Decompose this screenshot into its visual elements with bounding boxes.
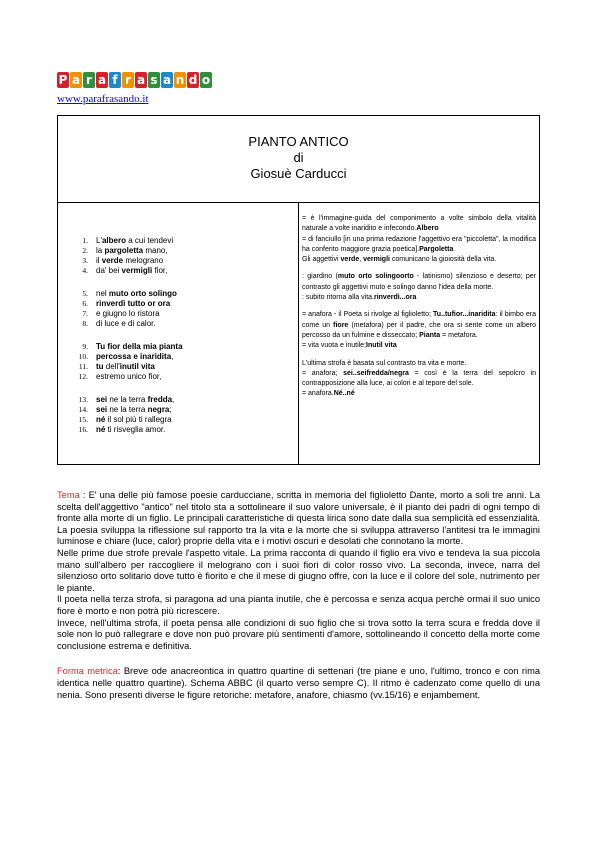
note-term: fredda/negra (366, 369, 409, 377)
note-text: : giardino ( (302, 273, 338, 281)
line-fragment: dell' (103, 362, 120, 371)
line-text (96, 266, 167, 276)
title-di: di (293, 150, 304, 165)
line-number: 5. (82, 289, 88, 298)
poem-line (58, 415, 298, 425)
line-number: 16. (78, 425, 88, 434)
note-term: verde (340, 256, 360, 264)
note-term: Né..né (333, 390, 355, 398)
poem-line (58, 352, 298, 362)
note-term: Inutil vita (366, 342, 397, 350)
poem-line (58, 266, 298, 276)
line-keyword: rinverdì tutto or ora (96, 299, 171, 308)
line-text (96, 342, 183, 352)
note-term: Pargoletta (419, 245, 454, 253)
tema-label: Tema (57, 490, 80, 500)
line-text (96, 352, 173, 362)
line-number: 11. (78, 362, 88, 371)
line-keyword: sei (96, 405, 108, 414)
note-term: fiore (333, 321, 349, 329)
poem-line (58, 289, 298, 299)
note-text: = anafora. (302, 390, 334, 398)
line-number: 8. (82, 319, 88, 328)
line-number: 9. (82, 342, 88, 351)
line-keyword: albero (101, 236, 126, 245)
note-text: (metafora) per il padre, che ora si sente come un albero percosso da un fulmine e disseccato; (302, 321, 536, 339)
logo-letter: n (175, 73, 185, 87)
line-text (96, 289, 177, 299)
poem-line (58, 405, 298, 415)
note-group (302, 310, 536, 351)
line-number: 10. (78, 352, 88, 361)
poem-frame (57, 115, 540, 465)
line-fragment: mano, (143, 246, 168, 255)
logo-letter: r (122, 72, 134, 88)
line-text (96, 395, 174, 405)
logo-letter: o (201, 73, 211, 87)
logo-letter: d (188, 73, 198, 87)
commentary (57, 490, 540, 715)
line-fragment: di luce e di calor. (96, 319, 156, 328)
poem-line (58, 319, 298, 329)
line-text (96, 415, 172, 425)
note-term: sei..sei (343, 369, 367, 377)
line-fragment: il (96, 256, 102, 265)
poem-line (58, 299, 298, 309)
title-name: PIANTO ANTICO (248, 134, 349, 149)
tema-text-1: : E' una delle più famose poesie carducciane, scritta in memoria del figlioletto Dante, morto a soli tre anni. La scelta dell'aggettivo "antico" nel titolo sta a sottolineare il suo valore universale, è il pianto dei padri di ogni tempo di fronte alla morte di un figlio. Le principali caratteristiche di questa lirica sono date dalla sua semplicità ed essenzialità. La poesia sviluppa la riflessione sul rapporto tra la vita e la morte che si sviluppa attraverso l'antitesi tra le immagini luminose e chiare (luce, calor) proprie della vita e i motivi oscuri e desolati che connotano la morte. (57, 490, 540, 547)
line-fragment: estremo unico fior, (96, 372, 162, 381)
line-keyword: tu (96, 362, 104, 371)
note-term: orto (400, 273, 414, 281)
poem-stanza (58, 395, 298, 435)
line-fragment: ne la terra (107, 405, 148, 414)
line-number: 1. (82, 236, 88, 245)
poem-stanza (58, 236, 298, 276)
note-term: rinverdì...ora (373, 294, 417, 302)
tema-text-4: Invece, nell'ultima strofa, il poeta pensa alle condizioni di suo figlio che si trova sotto la terra scura e fredda dove il sole non lo può rallegrare e dove non può provare più sentimenti d'amore, sottolineando il concetto della morte come conclusione estrema e definitiva. (57, 617, 540, 651)
logo-letter: a (162, 73, 172, 87)
line-number: 13. (78, 395, 88, 404)
site-url-link[interactable]: www.parafrasando.it (57, 93, 149, 105)
logo-letter: a (97, 73, 107, 87)
poem-stanza (58, 342, 298, 382)
logo-letter: r (83, 72, 95, 88)
poem-line (58, 342, 298, 352)
note-term: vermigli (363, 256, 390, 264)
note-text: = anafora; (302, 369, 344, 377)
note-term: Tu..tu (433, 311, 452, 319)
poem-line (58, 372, 298, 382)
poem-line (58, 246, 298, 256)
poem-line (58, 256, 298, 266)
line-keyword: percossa e inaridita (96, 352, 172, 361)
note-term: fior...inaridita (451, 311, 496, 319)
logo-letter: a (71, 73, 81, 87)
line-fragment: a cui tendevi (126, 236, 174, 245)
note-text: : subito ritorna alla vita. (302, 294, 374, 302)
line-fragment: ti risveglia amor. (105, 425, 166, 434)
line-keyword: fredda (147, 395, 173, 404)
logo-letter: s (148, 72, 160, 88)
line-fragment: da' bei (96, 266, 122, 275)
poem-line (58, 236, 298, 246)
poem-line (58, 425, 298, 435)
line-fragment: L' (96, 236, 102, 245)
tema-text-3: Il poeta nella terza strofa, si paragona ad una pianta inutile, che è percossa e senza acqua perchè ormai il suo unico fiore è morto e non potrà più ricrescere. (57, 594, 540, 616)
poem-line (58, 395, 298, 405)
poem-text (58, 236, 298, 448)
note-term: Albero (416, 225, 439, 233)
line-keyword: Tu fior della mia pianta (96, 342, 183, 351)
note-text: , (359, 256, 364, 264)
line-number: 4. (82, 266, 88, 275)
line-keyword: inutil vita (119, 362, 155, 371)
line-number: 2. (82, 246, 88, 255)
logo-letter: f (109, 72, 121, 88)
poem-title (58, 134, 539, 182)
tema-paragraph (57, 490, 540, 652)
forma-text: : Breve ode anacreontica in quattro quartine di settenari (tre piane e uno, l'ultimo, tronco e con rima identica nelle quattro quartine). Schema ABBC (il quarto verso sempre C). Il ritmo è cadenzato come quello di una nenia. Sono presenti diverse le figure retoriche: metafore, anafore, chiasmo (vv.15/16) e enjambement. (57, 666, 541, 700)
line-number: 3. (82, 256, 88, 265)
line-fragment: ; (169, 405, 172, 414)
line-fragment: il sol più ti rallegra (105, 415, 172, 424)
line-text (96, 372, 161, 382)
note-text: : il bimbo era come un (302, 311, 537, 329)
line-number: 14. (78, 405, 88, 414)
poem-line (58, 309, 298, 319)
forma-paragraph (57, 666, 540, 701)
note-text: = di fanciullo [in una prima redazione l'aggettivo era "piccoletta", la modifica ha conferito maggiore grazia poetica]. (302, 235, 536, 253)
logo-letter: P (58, 73, 68, 87)
line-text (96, 405, 172, 415)
line-fragment: nel (96, 289, 109, 298)
note-group (302, 272, 536, 303)
note-text: Gli aggettivi (302, 256, 341, 264)
line-text (96, 246, 168, 256)
line-fragment: , (171, 352, 174, 361)
parafrasando-logo[interactable] (57, 72, 212, 88)
line-text (96, 299, 170, 309)
line-fragment: ne la terra (107, 395, 148, 404)
line-fragment: e giugno lo ristora (96, 309, 160, 318)
line-number: 7. (82, 309, 88, 318)
line-text (96, 236, 173, 246)
line-number: 12. (78, 372, 88, 381)
line-fragment: la (96, 246, 105, 255)
note-term: muto orto solingo (337, 273, 401, 281)
note-term: Pianta (419, 331, 441, 339)
note-text: = vita vuota e inutile; (302, 342, 367, 350)
line-number: 15. (78, 415, 88, 424)
forma-label: Forma metrica (57, 666, 118, 677)
note-text: L'ultima strofa è basata sul contrasto tra vita e morte. (302, 359, 467, 367)
line-keyword: verde (101, 256, 124, 265)
line-keyword: pargoletta (104, 246, 144, 255)
line-keyword: né (96, 425, 106, 434)
line-text (96, 425, 165, 435)
poem-notes (302, 214, 536, 407)
poem-stanza (58, 289, 298, 329)
line-keyword: sei (96, 395, 108, 404)
line-fragment: melograno (123, 256, 164, 265)
note-group (302, 359, 536, 400)
tema-text-2: Nelle prime due strofe prevale l'aspetto vitale. La prima racconta di quando il figlio era vivo e tendeva la sua piccola mano sull'albero per raccogliere il melograno con i suoi fiori di color rosso vivo. La seconda, invece, narra del silenzioso orto solitario dove tutto è fiorito e che il mese di giugno offre, con la luce e il colore del sole, nutrimento per le piante. (57, 547, 540, 593)
line-keyword: vermigli (121, 266, 153, 275)
line-number: 6. (82, 299, 88, 308)
line-text (96, 319, 156, 329)
line-keyword: né (96, 415, 106, 424)
note-text: comunicano la gioiosità della vita. (389, 256, 497, 264)
note-text: = è l'immagine-guida del componimento a volte simbolo della vitalità naturale a volte inaridito e infecondo. (302, 215, 536, 233)
poem-line (58, 362, 298, 372)
logo-letter: a (136, 73, 146, 87)
note-text: = così è la terra del sepolcro in contrapposizione alla luce, ai colori e al tepore del sole. (302, 369, 537, 388)
title-author: Giosuè Carducci (250, 166, 347, 181)
note-text: = metafora. (440, 331, 478, 339)
note-text: = anafora - il Poeta si rivolge al figlioletto; (302, 311, 434, 319)
note-text: - latinismo) silenzioso e deserto; per contrasto gli aggettivi muto e solingo danno l'idea della morte. (302, 273, 536, 291)
line-text (96, 256, 163, 266)
line-text (96, 309, 160, 319)
line-keyword: negra (147, 405, 170, 414)
line-fragment: fior, (152, 266, 168, 275)
line-fragment: , (172, 395, 175, 404)
line-keyword: muto orto solingo (108, 289, 177, 298)
divider-vertical (298, 202, 299, 464)
note-group (302, 214, 536, 265)
line-text (96, 362, 155, 372)
